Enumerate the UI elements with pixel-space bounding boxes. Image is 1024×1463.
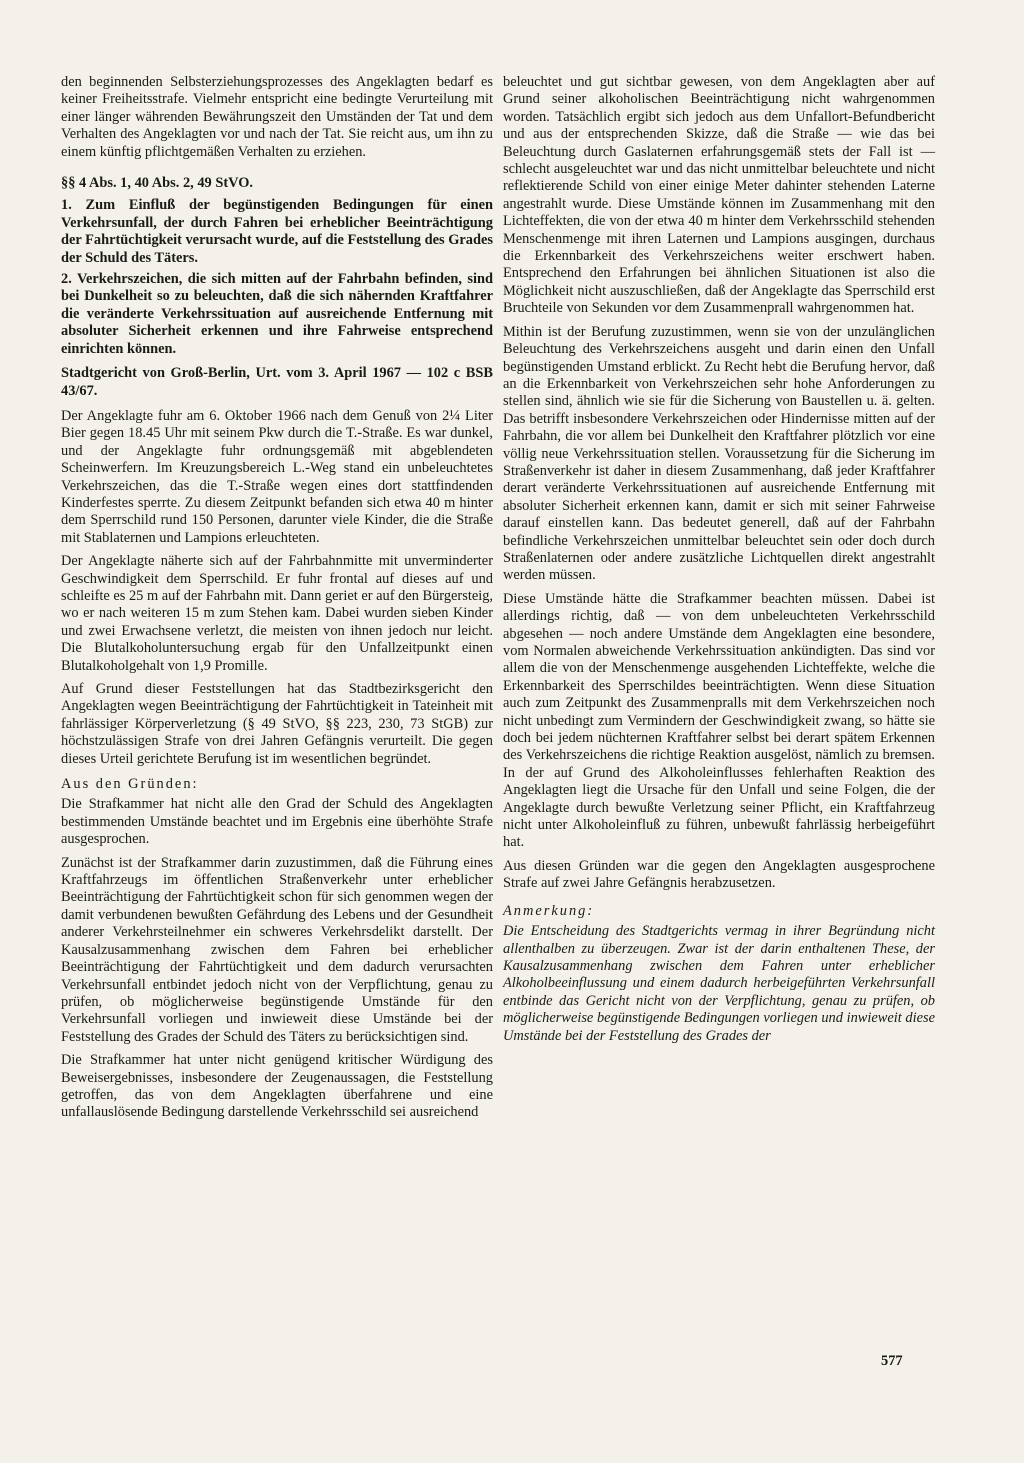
body-paragraph: den beginnenden Selbsterziehungsprozesses des Angeklagten bedarf es keiner Freiheitsstrafe. Vielmehr entspricht eine bedingte Verurteilung mit einer länger währenden Bewährungszeit den Umständen der Tat und dem Verhalten des Angeklagten vor und nach der Tat. Sie reicht aus, um ihn zu einem künftig pflichtgemäßen Verhalten zu erziehen. xyxy=(61,74,493,160)
body-paragraph: Diese Umstände hätte die Strafkammer beachten müssen. Dabei ist allerdings richtig, daß — von dem unbeleuchteten Verkehrsschild abgesehen — noch andere Umstände dem Angeklagten eine besondere, vom Normalen abweichende Verkehrssituation ankündigten. Das sind vor allem die von der Menschenmenge ausgehenden Lichteffekte, welche die Erkennbarkeit des Sperrschildes beeinträchtigten. Wenn diese Situation auch zum Zeitpunkt des Zusammenpralls mit dem Verkehrszeichen noch nicht unbedingt zum Vermindern der Geschwindigkeit zwang, so hätte sie doch bei jedem nüchternen Kraftfahrer selbst bei derart spätem Erkennen des Verkehrszeichens die richtige Reaktion ausgelöst, nämlich zu bremsen. In der auf Grund des Alkoholeinflusses fehlerhaften Reaktion des Angeklagten liegt die Ursache für den Unfall und seine Folgen, die der Angeklagte durch bewußte Verletzung seiner Pflicht, ein Kraftfahrzeug nicht unter Alkoholeinfluß zu führen, unbewußt fahrlässig herbeigeführt hat. xyxy=(503,590,935,851)
headnote-1: 1. Zum Einfluß der begünstigenden Bedingungen für einen Verkehrsunfall, der durch Fahren bei erheblicher Beeinträchtigung der Fahrtüchtigkeit verursacht wurde, auf die Feststellung des Grades der Schuld des Täters. xyxy=(61,197,493,266)
left-column xyxy=(61,74,493,1128)
body-paragraph: Die Strafkammer hat nicht alle den Grad der Schuld des Angeklagten bestimmenden Umstände beachtet und im Ergebnis eine überhöhte Strafe ausgesprochen. xyxy=(61,796,493,848)
annotation-paragraph: Die Entscheidung des Stadtgerichts vermag in ihrer Begründung nicht allenthalben zu überzeugen. Zwar ist der darin enthaltenen These, der Kausalzusammenhang zwischen dem Fahren unter erheblicher Alkoholbeeinflussung und einem dadurch herbeigeführten Verkehrsunfall entbinde das Gericht nicht von der Verpflichtung, genau zu prüfen, ob möglicherweise begünstigende Bedingungen vorliegen und inwieweit diese Umstände bei der Feststellung des Grades der xyxy=(503,923,935,1044)
court-citation: Stadtgericht von Groß-Berlin, Urt. vom 3. April 1967 — 102 c BSB 43/67. xyxy=(61,365,493,399)
body-paragraph: Der Angeklagte näherte sich auf der Fahrbahnmitte mit unverminderter Geschwindigkeit dem Sperrschild. Er fuhr frontal auf dieses auf und schleifte es 25 m auf der Fahrbahn mit. Dann geriet er auf den Bürgersteig, wo er nach weiteren 15 m zum Stehen kam. Dabei wurden sieben Kinder und zwei Erwachsene verletzt, die meisten von ihnen jedoch nur leicht. Die Blutalkoholuntersuchung ergab für den Unfallzeitpunkt einen Blutalkoholgehalt von 1,9 Promille. xyxy=(61,553,493,674)
body-paragraph: Mithin ist der Berufung zuzustimmen, wenn sie von der unzulänglichen Beleuchtung des Verkehrszeichens ausgeht und darin einen den Unfall begünstigenden Umstand erblickt. Zu Recht hebt die Berufung hervor, daß an die Erkennbarkeit von Verkehrszeichen sehr hohe Anforderungen zu stellen sind, ähnlich wie sie für die Sicherung von Baustellen u. ä. gelten. Das betrifft insbesondere Verkehrszeichen oder Hindernisse mitten auf der Fahrbahn, die vor allem bei Dunkelheit den Kraftfahrer plötzlich vor eine völlig neue Verkehrssituation stellen. Voraussetzung für die Sicherung im Straßenverkehr ist daher in diesem Zusammenhang, daß jeder Kraftfahrer derart veränderte Verkehrssituationen auf ausreichende Entfernung mit absoluter Sicherheit erkennen kann, damit er sich mit seiner Fahrweise darauf einstellen kann. Das bedeutet generell, daß auf der Fahrbahn befindliche Verkehrszeichen unmittelbar beleuchtet sein oder doch durch Straßenlaternen oder andere zusätzliche Lichtquellen direkt angestrahlt werden müssen. xyxy=(503,323,935,584)
section-label-reasons: Aus den Gründen: xyxy=(61,776,199,793)
statute-reference: §§ 4 Abs. 1, 40 Abs. 2, 49 StVO. xyxy=(61,175,254,192)
body-paragraph: Die Strafkammer hat unter nicht genügend kritischer Würdigung des Beweisergebnisses, insbesondere der Zeugenaussagen, die Feststellung getroffen, das von dem Angeklagten überfahrene und eine unfallauslösende Bedingung darstellende Verkehrsschild sei ausreichend xyxy=(61,1052,493,1121)
body-paragraph: beleuchtet und gut sichtbar gewesen, von dem Angeklagten aber auf Grund seiner alkoholischen Beeinträchtigung nicht wahrgenommen worden. Tatsächlich ergibt sich jedoch aus dem Unfallort-Befundbericht und aus der entsprechenden Skizze, daß die Straße — wie das bei Beleuchtung durch Gaslaternen erfahrungsgemäß stets der Fall ist — schlecht ausgeleuchtet war und das nicht unmittelbar beleuchtete und nicht reflektierende Schild von einer einige Meter dahinter stehenden Laterne angestrahlt wurde. Diese Umstände können im Zusammenhang mit den Lichteffekten, die von der etwa 40 m hinter dem Verkehrsschild stehenden Menschenmenge mit ihren Laternen und Lampions ausgingen, durchaus die Erkennbarkeit des Verkehrszeichens weiter erschwert haben. Entsprechend den Erfahrungen bei ähnlichen Situationen ist also die Möglichkeit nicht auszuschließen, daß der Angeklagte das Sperrschild erst Bruchteile von Sekunden vor dem Zusammenprall wahrgenommen hat. xyxy=(503,74,935,317)
right-column xyxy=(503,74,935,1051)
section-label-note: Anmerkung: xyxy=(503,902,595,919)
body-paragraph: Zunächst ist der Strafkammer darin zuzustimmen, daß die Führung eines Kraftfahrzeugs im öffentlichen Straßenverkehr unter erheblicher Beeinträchtigung der Fahrtüchtigkeit schon für sich genommen wegen der damit verbundenen bewußten Gefährdung des Lebens und der Gesundheit anderer Verkehrsteilnehmer ein schweres Verkehrsdelikt darstellt. Der Kausalzusammenhang zwischen dem Fahren bei erheblicher Beeinträchtigung der Fahrtüchtigkeit und dem dadurch verursachten Verkehrsunfall entbindet jedoch nicht von der Verpflichtung, genau zu prüfen, ob möglicherweise begünstigende Umstände für den Verkehrsunfall vorliegen und inwieweit diese Umstände bei der Feststellung des Grades der Schuld des Täters zu berücksichtigen sind. xyxy=(61,854,493,1045)
body-paragraph: Aus diesen Gründen war die gegen den Angeklagten ausgesprochene Strafe auf zwei Jahre Gefängnis herabzusetzen. xyxy=(503,857,935,892)
body-paragraph: Der Angeklagte fuhr am 6. Oktober 1966 nach dem Genuß von 2¼ Liter Bier gegen 18.45 Uhr mit seinem Pkw durch die T.-Straße. Es war dunkel, und der Angeklagte fuhr ordnungsgemäß mit abgeblendeten Scheinwerfern. Im Kreuzungsbereich L.-Weg stand ein unbeleuchtetes Verkehrszeichen, das die T.-Straße wegen eines dort stattfindenden Kinderfestes sperrte. Zu diesem Zeitpunkt befanden sich etwa 40 m hinter dem Sperrschild rund 150 Personen, darunter viele Kinder, die die Straße mit Stablaternen und Lampions erleuchteten. xyxy=(61,407,493,546)
headnote-2: 2. Verkehrszeichen, die sich mitten auf der Fahrbahn befinden, sind bei Dunkelheit so zu beleuchten, daß die sich nähernden Kraftfahrer die veränderte Verkehrssituation auf ausreichende Entfernung mit absoluter Sicherheit erkennen und ihre Fahrweise entsprechend einrichten können. xyxy=(61,271,493,357)
body-paragraph: Auf Grund dieser Feststellungen hat das Stadtbezirksgericht den Angeklagten wegen Beeinträchtigung der Fahrtüchtigkeit in Tateinheit mit fahrlässiger Körperverletzung (§ 49 StVO, §§ 223, 230, 73 StGB) zur höchstzulässigen Strafe von drei Jahren Gefängnis verurteilt. Die gegen dieses Urteil gerichtete Berufung ist im wesentlichen begründet. xyxy=(61,681,493,767)
page-number: 577 xyxy=(881,1353,903,1369)
